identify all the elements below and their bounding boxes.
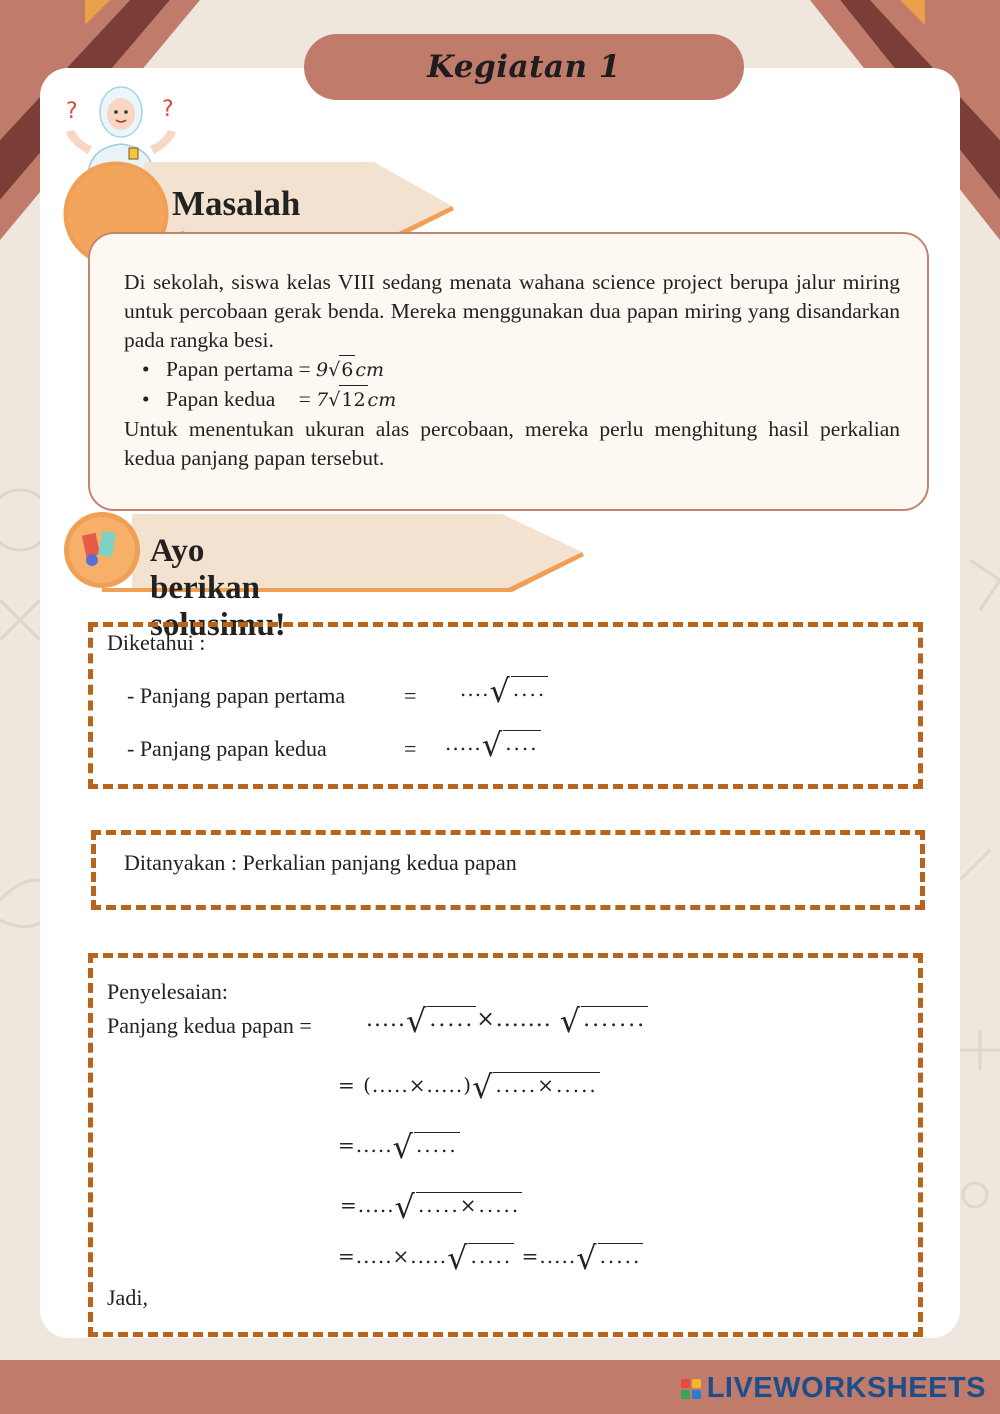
row5-radicand1-blank[interactable]: .....: [470, 1244, 513, 1268]
row3-coef-blank[interactable]: =.....: [338, 1133, 393, 1157]
known-second-radicand-blank[interactable]: ....: [505, 731, 539, 755]
row5-coef-blank[interactable]: =.....×.....: [338, 1244, 448, 1268]
row1-times-sign: ×: [476, 1007, 496, 1032]
known-title: Diketahui :: [107, 630, 206, 655]
known-first-coef-blank[interactable]: ....: [460, 677, 490, 701]
known-second-coef-blank[interactable]: .....: [445, 731, 482, 755]
row4-coef-blank[interactable]: =.....: [340, 1193, 395, 1217]
solution-heading: Ayo berikan solusimu!: [150, 533, 286, 643]
activity-title: Kegiatan 1: [427, 49, 621, 85]
row2-coef-blank[interactable]: = (.....×.....): [338, 1073, 473, 1097]
solution-label: Panjang kedua papan =: [107, 1013, 312, 1038]
solution-row-3[interactable]: [338, 1128, 460, 1166]
second-board-radicand: 12: [339, 385, 367, 415]
bullet-first-label: Papan pertama =: [166, 357, 311, 381]
radical-sign-icon: √: [576, 1239, 598, 1277]
bullet-second-equals: =: [298, 387, 311, 411]
row2-radicand-blank[interactable]: .....×.....: [495, 1073, 598, 1097]
row4-radicand-blank[interactable]: .....×.....: [417, 1193, 521, 1217]
problem-paragraph-1: Di sekolah, siswa kelas VIII sedang menata wahana science project berupa jalur miring untuk percobaan gerak benda. Mereka menggunakan dua papan miring yang disandarkan pada rangka besi.: [124, 270, 900, 352]
svg-text:?: ?: [66, 99, 78, 124]
radical-sign-icon: √: [489, 672, 511, 710]
row1-radicand2-blank[interactable]: .......: [583, 1007, 647, 1032]
liveworksheets-logo: [681, 1372, 986, 1405]
known-second-equals: =: [404, 736, 417, 761]
solution-row-2[interactable]: [338, 1068, 600, 1106]
radical-sign-icon: √: [328, 389, 341, 411]
first-board-radicand: 6: [339, 355, 355, 385]
solution-row-1[interactable]: [366, 1002, 648, 1040]
known-second-label: - Panjang papan kedua: [127, 736, 327, 761]
problem-bullets: [124, 355, 900, 415]
row3-radicand-blank[interactable]: .....: [415, 1133, 458, 1157]
radical-sign-icon: √: [447, 1239, 469, 1277]
second-board-unit: cm: [367, 389, 397, 411]
first-board-unit: cm: [355, 359, 384, 381]
radical-sign-icon: √: [394, 1188, 416, 1226]
solution-banner-shape: [62, 510, 592, 600]
known-first-label: - Panjang papan pertama: [127, 683, 346, 708]
row1-coef1-blank[interactable]: .....: [366, 1007, 406, 1032]
solution-row-4[interactable]: [340, 1188, 522, 1226]
problem-text: [124, 268, 900, 473]
radical-sign-icon: √: [392, 1128, 414, 1166]
liveworksheets-logo-text: LIVEWORKSHEETS: [706, 1372, 986, 1404]
known-first-answer[interactable]: [460, 672, 548, 710]
row5-result-radicand-blank[interactable]: .....: [599, 1244, 642, 1268]
first-board-value: [316, 359, 384, 381]
second-board-value: [316, 389, 396, 411]
row5-result-coef-blank[interactable]: =.....: [521, 1244, 577, 1268]
solution-row-5[interactable]: [338, 1239, 643, 1277]
known-second-answer[interactable]: [445, 726, 541, 764]
bullet-second-label: Papan kedua: [166, 387, 276, 411]
radical-sign-icon: √: [405, 1002, 428, 1040]
problem-heading: Masalah: [172, 184, 301, 223]
conclusion-label: Jadi,: [107, 1285, 148, 1310]
second-board-coef: 7: [316, 389, 329, 411]
known-first-radicand-blank[interactable]: ....: [512, 677, 547, 701]
activity-title-pill: [304, 34, 744, 100]
radical-sign-icon: √: [328, 359, 341, 381]
asked-text: Ditanyakan : Perkalian panjang kedua papan: [124, 850, 517, 875]
solution-title: Penyelesaian:: [107, 979, 228, 1004]
liveworksheets-logo-icon: [681, 1379, 701, 1399]
row1-coef2-blank[interactable]: .......: [495, 1007, 552, 1032]
problem-paragraph-2: Untuk menentukan ukuran alas percobaan, mereka perlu menghitung hasil perkalian kedua panjang papan tersebut.: [124, 417, 900, 470]
first-board-coef: 9: [316, 359, 329, 381]
known-first-equals: =: [404, 683, 417, 708]
row1-radicand1-blank[interactable]: .....: [429, 1007, 475, 1032]
radical-sign-icon: √: [559, 1002, 582, 1040]
bullet-second-board: [124, 385, 900, 415]
radical-sign-icon: √: [481, 726, 504, 764]
svg-text:?: ?: [162, 97, 174, 122]
bullet-first-board: [124, 355, 900, 385]
radical-sign-icon: √: [472, 1068, 494, 1106]
